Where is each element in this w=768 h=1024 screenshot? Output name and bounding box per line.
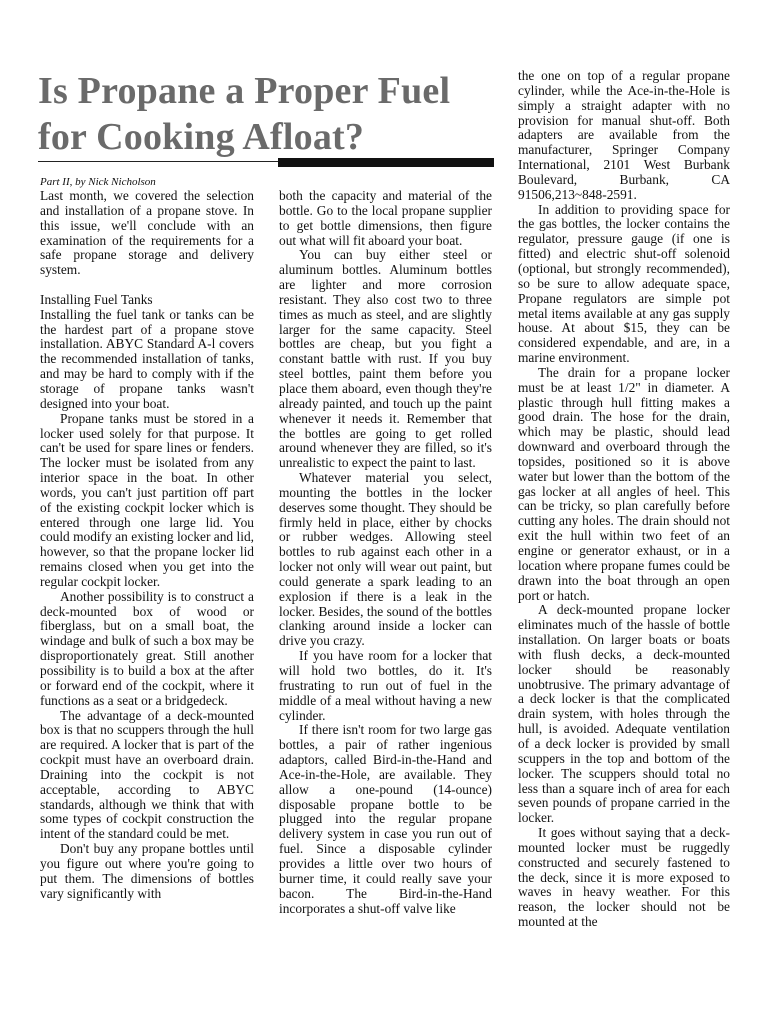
- column-3: [518, 69, 730, 930]
- title-rule-thin: [38, 161, 278, 162]
- paragraph: If there isn't room for two large gas bottles, a pair of rather ingenious adaptors, called Bird-in-the-Hand and Ace-in-the-Hole, are available. They allow a one-pound (14-ounce) disposable propane bottle to be plugged into the regular propane delivery system in case you run out of fuel. Since a disposable cylinder provides a little over two hours of burner time, it could really save your bacon. The Bird-in-the-Hand incorporates a shut-off valve like: [279, 722, 492, 916]
- title-line-1: Is Propane a Proper Fuel: [38, 70, 451, 112]
- byline: Part II, by Nick Nicholson: [40, 176, 156, 188]
- paragraph: You can buy either steel or aluminum bottles. Aluminum bottles are lighter and more corrosion resistant. They also cost two to three times as much as steel, and are slightly larger for the same capacity. Steel bottles are cheap, but you fight a constant battle with rust. If you buy steel bottles, paint them before you place them aboard, even though they're already painted, and touch up the paint whenever it needs it. Remember that the bottles are going to get rolled around whenever they are filled, so it's unrealistic to expect the paint to last.: [279, 247, 492, 471]
- paragraph: Whatever material you select, mounting the bottles in the locker deserves some thought. They should be firmly held in place, either by chocks or rubber wedges. Allowing steel bottles to rub against each other in a locker not only will wear out paint, but could generate a spark leading to an explosion if there is a leak in the locker. Besides, the sound of the bottles clanking around inside a locker can drive you crazy.: [279, 470, 492, 649]
- title-rule-thick: [278, 158, 494, 167]
- column-2: [279, 189, 492, 916]
- paragraph: Propane tanks must be stored in a locker used solely for that purpose. It can't be used for spare lines or fenders. The locker must be isolated from any interior space in the boat. In other words, you can't just partition off part of the existing cockpit locker which is entered through one large lid. You could modify an existing locker and lid, however, so that the propane locker lid remains closed when you get into the regular cockpit locker.: [40, 410, 254, 589]
- section-heading: Installing Fuel Tanks: [40, 291, 153, 307]
- paragraph: both the capacity and material of the bottle. Go to the local propane supplier to get bottle dimensions, then figure out what will fit aboard your boat.: [279, 188, 492, 248]
- column-1: [40, 189, 254, 902]
- paragraph: In addition to providing space for the gas bottles, the locker contains the regulator, pressure gauge (if one is fitted) and electric shut-off solenoid (optional, but strongly recommended), so be sure to allow adequate space, Propane regulators are simple pot metal items available at any gas supply house. At about $15, they can be considered expendable, and are, in a marine environment.: [518, 201, 730, 366]
- paragraph: Don't buy any propane bottles until you figure out where you're going to put them. The dimensions of bottles vary significantly with: [40, 841, 254, 901]
- paragraph: A deck-mounted propane locker eliminates much of the hassle of bottle installation. On larger boats or boats with flush decks, a deck-mounted locker should be reasonably unobtrusive. The primary advantage of a deck locker is that the complicated drain system, with holes through the hull, is avoided. Adequate ventilation of a deck locker is provided by small scuppers in the top and bottom of the locker. The scuppers should total no less than a square inch of area for each seven pounds of propane carried in the locker.: [518, 602, 730, 826]
- title-line-2: for Cooking Afloat?: [38, 116, 365, 158]
- paragraph: The drain for a propane locker must be at least 1/2" in diameter. A plastic through hull fitting makes a good drain. The hose for the drain, which may be plastic, should lead downward and overboard through the topsides, positioned so it is above water but lower than the bottom of the gas locker at all angles of heel. This can be tricky, so plan carefully before cutting any holes. The drain should not exit the hull within two feet of an engine or generator exhaust, or in a location where propane fumes could be drawn into the boat through an open port or hatch.: [518, 364, 730, 603]
- paragraph: Installing the fuel tank or tanks can be the hardest part of a propane stove installation. ABYC Standard A-l covers the recommended installation of tanks, and may be hard to comply with if the storage of propane tanks wasn't designed into your boat.: [40, 306, 254, 411]
- paragraph: If you have room for a locker that will hold two bottles, do it. It's frustrating to run out of fuel in the middle of a meal without having a new cylinder.: [279, 648, 492, 723]
- paragraph: Another possibility is to construct a deck-mounted box of wood or fiberglass, but on a small boat, the windage and bulk of such a box may be disproportionately great. Still another possibility is to build a box at the after or forward end of the cockpit, where it functions as a seat or a bridgedeck.: [40, 588, 254, 708]
- paragraph: The advantage of a deck-mounted box is that no scuppers through the hull are required. A locker that is part of the cockpit must have an overboard drain. Draining into the cockpit is not acceptable, according to ABYC standards, although we think that with some types of cockpit construction the intent of the standard could be met.: [40, 707, 254, 842]
- paragraph: Last month, we covered the selection and installation of a propane stove. In this issue, we'll conclude with an examination of the requirements for a safe propane storage and delivery system.: [40, 188, 254, 278]
- paragraph: It goes without saying that a deck-mounted locker must be ruggedly constructed and securely fastened to the deck, since it is more exposed to waves in heavy weather. For this reason, the locker should not be mounted at the: [518, 825, 730, 930]
- paragraph: the one on top of a regular propane cylinder, while the Ace-in-the-Hole is simply a straight adapter with no provision for manual shut-off. Both adapters are available from the manufacturer, Springer Company International, 2101 West Burbank Boulevard, Burbank, CA 91506,213~848-2591.: [518, 68, 730, 202]
- article-title: [38, 68, 498, 160]
